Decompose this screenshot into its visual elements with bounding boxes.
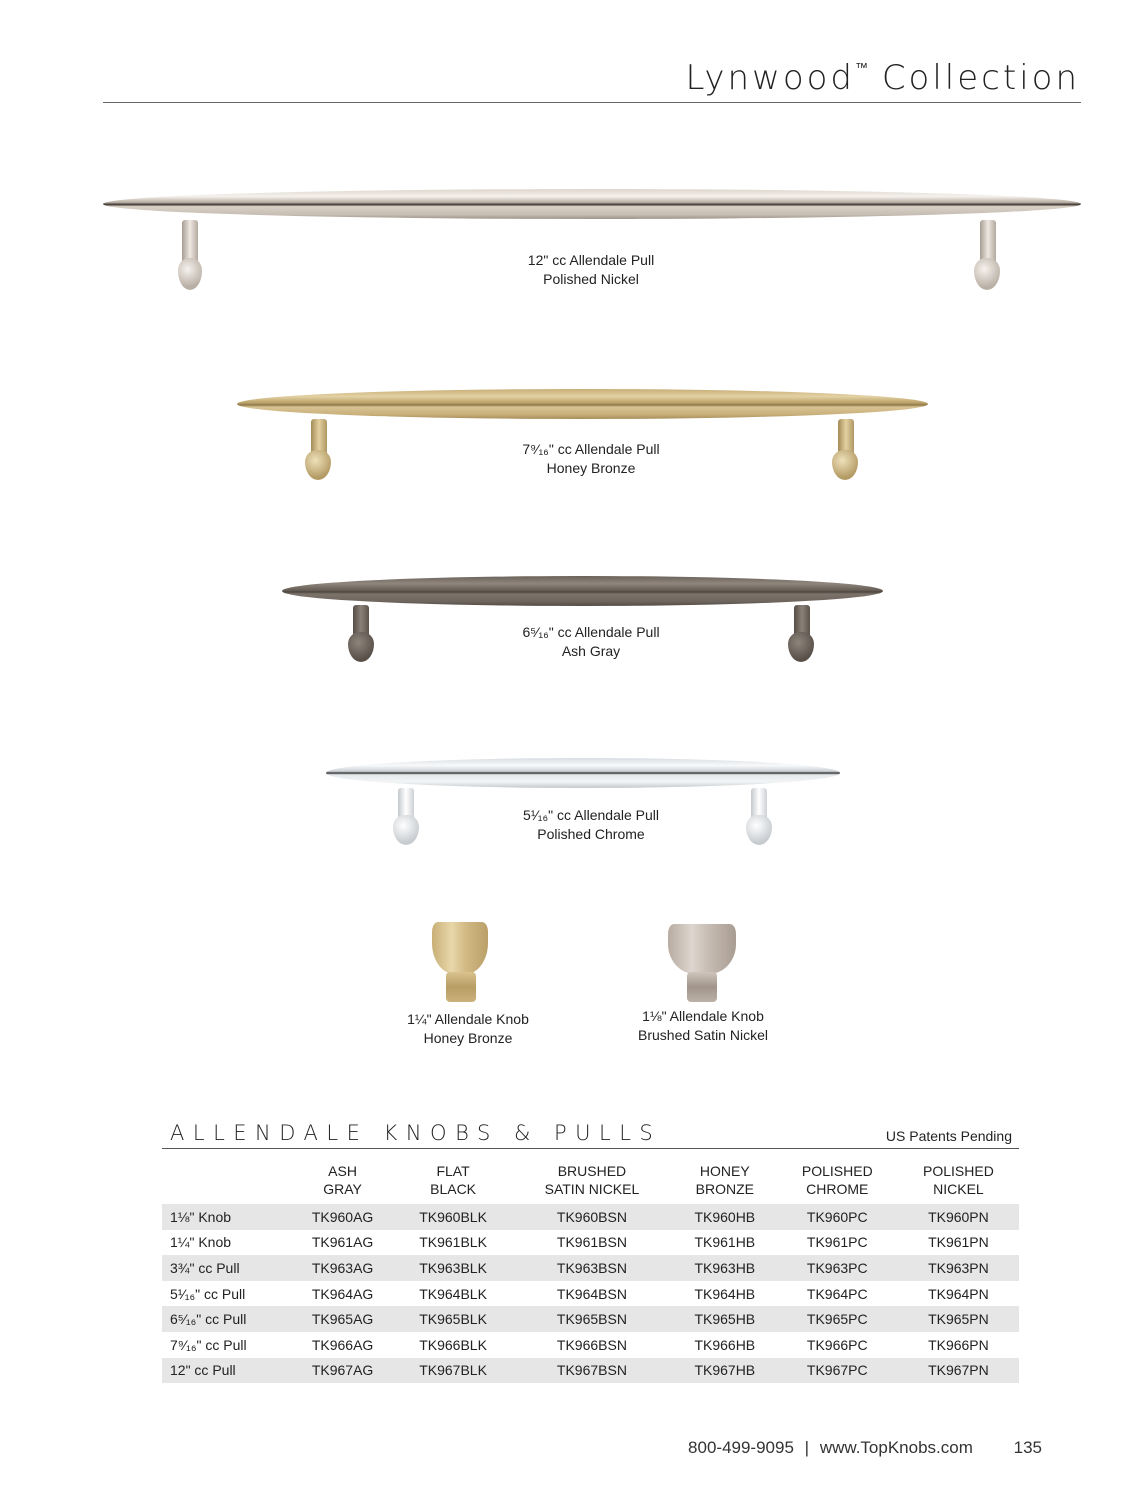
phone-number: 800-499-9095 <box>688 1438 794 1457</box>
website-link[interactable]: www.TopKnobs.com <box>819 1438 973 1457</box>
pull-foot-right <box>746 815 772 845</box>
footer-separator: | <box>804 1438 810 1457</box>
sku-cell: TK966BLK <box>419 1336 487 1353</box>
column-header-polished-nickel: POLISHED NICKEL <box>923 1163 994 1197</box>
knob-cap-image <box>432 922 488 974</box>
table-row <box>162 1332 1019 1358</box>
product-caption <box>523 806 659 844</box>
sku-cell: TK963BLK <box>395 1255 511 1281</box>
pull-bar-image <box>326 758 840 788</box>
sku-cell: TK961HB <box>694 1234 756 1251</box>
product-caption <box>522 440 659 478</box>
sku-cell: TK961PC <box>806 1234 868 1251</box>
pull-bar-image <box>103 189 1081 219</box>
sku-cell: TK966HB <box>694 1336 756 1353</box>
sku-table <box>162 1160 1019 1383</box>
column-header-flat-black: FLAT BLACK <box>430 1163 477 1197</box>
column-header <box>162 1160 290 1204</box>
patents-note: US Patents Pending <box>885 1128 1012 1144</box>
product-finish: Honey Bronze <box>546 460 636 476</box>
row-label: 3¾" cc Pull <box>162 1255 290 1281</box>
row-label: 7⁹⁄₁₆" cc Pull <box>170 1336 247 1353</box>
sku-cell: TK961AG <box>311 1234 374 1251</box>
table-row <box>162 1281 1019 1307</box>
sku-cell: TK967BSN <box>511 1358 673 1384</box>
collection-name: Lynwood <box>685 58 855 98</box>
sku-cell: TK967PC <box>777 1358 898 1384</box>
pull-foot-left <box>305 450 331 480</box>
column-header-honey-bronze: HONEY BRONZE <box>695 1163 754 1197</box>
header-divider <box>103 102 1081 103</box>
sku-cell: TK966BSN <box>556 1336 627 1353</box>
sku-cell: TK965PC <box>777 1306 898 1332</box>
sku-cell: TK965BSN <box>511 1306 673 1332</box>
row-label: 1⅛" Knob <box>162 1204 290 1230</box>
column-header-brushed-satin-nickel: BRUSHED SATIN NICKEL <box>544 1163 640 1197</box>
sku-cell: TK963BSN <box>511 1255 673 1281</box>
table-header-row <box>162 1160 1019 1204</box>
sku-cell: TK966PN <box>928 1336 989 1353</box>
sku-cell: TK964AG <box>311 1285 374 1302</box>
sku-cell: TK963AG <box>290 1255 395 1281</box>
sku-cell: TK967HB <box>673 1358 777 1384</box>
sku-cell: TK963PC <box>777 1255 898 1281</box>
sku-cell: TK961PN <box>928 1234 989 1251</box>
product-size: 1⅛" Allendale Knob <box>642 1008 764 1024</box>
sku-cell: TK960BLK <box>395 1204 511 1230</box>
pull-foot-left <box>178 258 202 290</box>
pull-bar-image <box>237 389 928 419</box>
row-label: 6⁵⁄₁₆" cc Pull <box>162 1306 290 1332</box>
product-finish: Brushed Satin Nickel <box>638 1027 768 1043</box>
column-header-ash-gray: ASH GRAY <box>323 1163 362 1197</box>
sku-cell: TK964PC <box>806 1285 868 1302</box>
knob-cap-image <box>668 924 736 974</box>
row-label: 1¼" Knob <box>170 1234 232 1251</box>
sku-cell: TK961BSN <box>556 1234 627 1251</box>
table-row <box>162 1204 1019 1230</box>
knob-base-image <box>446 972 476 1002</box>
product-finish: Polished Nickel <box>543 271 639 287</box>
product-size: 12" cc Allendale Pull <box>527 252 655 268</box>
sku-cell: TK964PN <box>928 1285 989 1302</box>
product-caption <box>528 251 654 289</box>
sku-cell: TK965BLK <box>395 1306 511 1332</box>
sku-cell: TK960PC <box>777 1204 898 1230</box>
product-caption <box>638 1007 768 1045</box>
page-number: 135 <box>1013 1438 1042 1457</box>
page-footer <box>688 1438 1042 1458</box>
collection-label: Collection <box>881 58 1080 98</box>
sku-cell: TK964HB <box>694 1285 756 1302</box>
product-size: 1¼" Allendale Knob <box>407 1011 529 1027</box>
sku-cell: TK967BLK <box>395 1358 511 1384</box>
sku-cell: TK963HB <box>673 1255 777 1281</box>
sku-cell: TK963PN <box>898 1255 1019 1281</box>
product-finish: Honey Bronze <box>423 1030 513 1046</box>
sku-cell: TK967AG <box>290 1358 395 1384</box>
pull-foot-left <box>393 815 419 845</box>
product-finish: Polished Chrome <box>537 826 645 842</box>
product-caption <box>407 1010 529 1048</box>
pull-foot-left <box>348 632 374 662</box>
pull-foot-right <box>974 258 1000 290</box>
sku-cell: TK960BSN <box>511 1204 673 1230</box>
sku-cell: TK967PN <box>898 1358 1019 1384</box>
column-header-polished-chrome: POLISHED CHROME <box>801 1163 873 1197</box>
table-row <box>162 1306 1019 1332</box>
sku-cell: TK965PN <box>898 1306 1019 1332</box>
sku-cell: TK966PC <box>806 1336 868 1353</box>
sku-cell: TK965HB <box>673 1306 777 1332</box>
sku-cell: TK964BSN <box>556 1285 627 1302</box>
section-divider <box>162 1148 1019 1149</box>
section-title: ALLENDALE KNOBS & PULLS <box>170 1121 662 1145</box>
trademark-symbol: ™ <box>855 61 868 76</box>
product-size: 6⁵⁄₁₆" cc Allendale Pull <box>522 624 660 640</box>
sku-cell: TK960HB <box>673 1204 777 1230</box>
pull-bar-image <box>282 576 883 606</box>
table-row <box>162 1230 1019 1256</box>
sku-cell: TK966AG <box>311 1336 374 1353</box>
row-label: 12" cc Pull <box>162 1358 290 1384</box>
table-row <box>162 1358 1019 1384</box>
pull-foot-right <box>832 450 858 480</box>
sku-cell: TK965AG <box>290 1306 395 1332</box>
product-size: 7⁹⁄₁₆" cc Allendale Pull <box>522 441 660 457</box>
sku-cell: TK964BLK <box>419 1285 487 1302</box>
pull-foot-right <box>788 632 814 662</box>
sku-cell: TK960AG <box>290 1204 395 1230</box>
product-finish: Ash Gray <box>561 643 621 659</box>
sku-cell: TK961BLK <box>419 1234 487 1251</box>
row-label: 5¹⁄₁₆" cc Pull <box>170 1285 246 1302</box>
collection-title <box>686 58 1080 98</box>
product-size: 5¹⁄₁₆" cc Allendale Pull <box>523 807 659 823</box>
product-caption <box>522 623 659 661</box>
sku-cell: TK960PN <box>898 1204 1019 1230</box>
knob-base-image <box>687 972 717 1002</box>
table-row <box>162 1255 1019 1281</box>
